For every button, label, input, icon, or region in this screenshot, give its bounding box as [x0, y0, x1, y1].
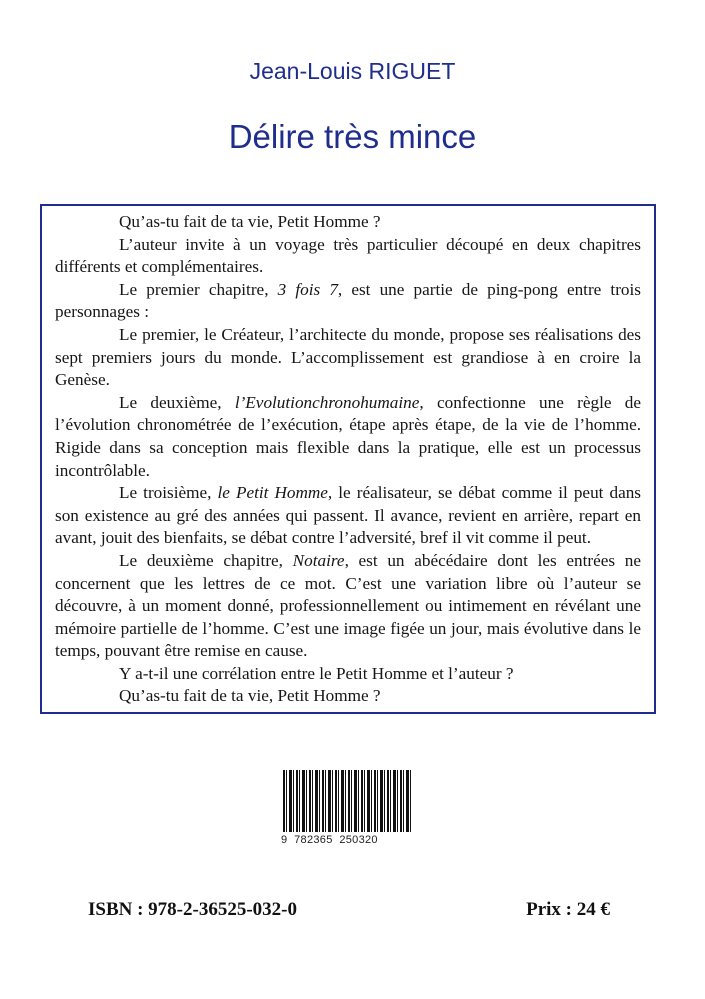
chapter-title-3-fois-7: 3 fois 7: [277, 279, 338, 299]
book-title: Délire très mince: [228, 118, 477, 155]
isbn-number: ISBN : 978-2-36525-032-0: [88, 899, 297, 920]
summary-text: , est un abécédaire dont les entrées ne concernent que les lettres de ce mot. C’est une variation libre où l’auteur se découvre, à un moment donné, professionnellement ou intimement en révélant une mémoire partielle de l’homme. C’est une image figée un jour, mais évolutive dans le temps, pouvant être remise en cause.: [55, 550, 641, 661]
summary-text: , confectionne une règle de l’évolution chronométrée de l’exécution, étape après étape, de la vie de l’homme. Rigide dans sa conception mais flexible dans la pratique, elle est un processus incontrôlable.: [55, 392, 641, 480]
summary-text: Le deuxième chapitre,: [119, 550, 293, 570]
summary-paragraph: Qu’as-tu fait de ta vie, Petit Homme ?: [119, 686, 381, 706]
summary-paragraph: Le premier, le Créateur, l’architecte du monde, propose ses réalisations des sept premiers jours du monde. L’accomplissement est grandiose à en croire la Genèse.: [55, 324, 641, 390]
summary-paragraph: Y a-t-il une corrélation entre le Petit Homme et l’auteur ?: [119, 663, 514, 683]
summary-text: Le deuxième,: [119, 392, 235, 412]
summary-paragraph: [55, 550, 641, 663]
character-name-evolution: l’Evolutionchronohumaine: [234, 392, 420, 412]
summary-text: , est une partie de ping-pong entre trois personnages :: [55, 279, 641, 322]
summary-paragraph: L’auteur invite à un voyage très particulier découpé en deux chapitres différents et complémentaires.: [55, 234, 641, 277]
barcode-digits: 9 782365 250320: [281, 834, 378, 846]
summary-paragraph: [55, 279, 641, 324]
summary-paragraph: [55, 392, 641, 482]
summary-text: Le premier chapitre,: [119, 279, 278, 299]
summary-text: Le troisième,: [119, 483, 218, 503]
author-name: Jean-Louis RIGUET: [249, 58, 456, 84]
summary-text: , le réalisateur, se débat comme il peut dans son existence au gré des années qui passent. Il avance, revient en arrière, repart en avant, jouit des bienfaits, se débat contre l’adversité, bref il vit comme il peut.: [55, 483, 641, 548]
isbn-barcode: [281, 770, 416, 858]
summary-paragraph: Qu’as-tu fait de ta vie, Petit Homme ?: [119, 212, 381, 231]
character-name-petit-homme: le Petit Homme: [217, 483, 328, 503]
back-cover-summary: [40, 204, 656, 714]
chapter-title-notaire: Notaire: [292, 550, 345, 570]
price-label: Prix : 24 €: [526, 899, 610, 920]
summary-paragraph: [55, 482, 641, 550]
barcode-bars: [283, 770, 413, 832]
